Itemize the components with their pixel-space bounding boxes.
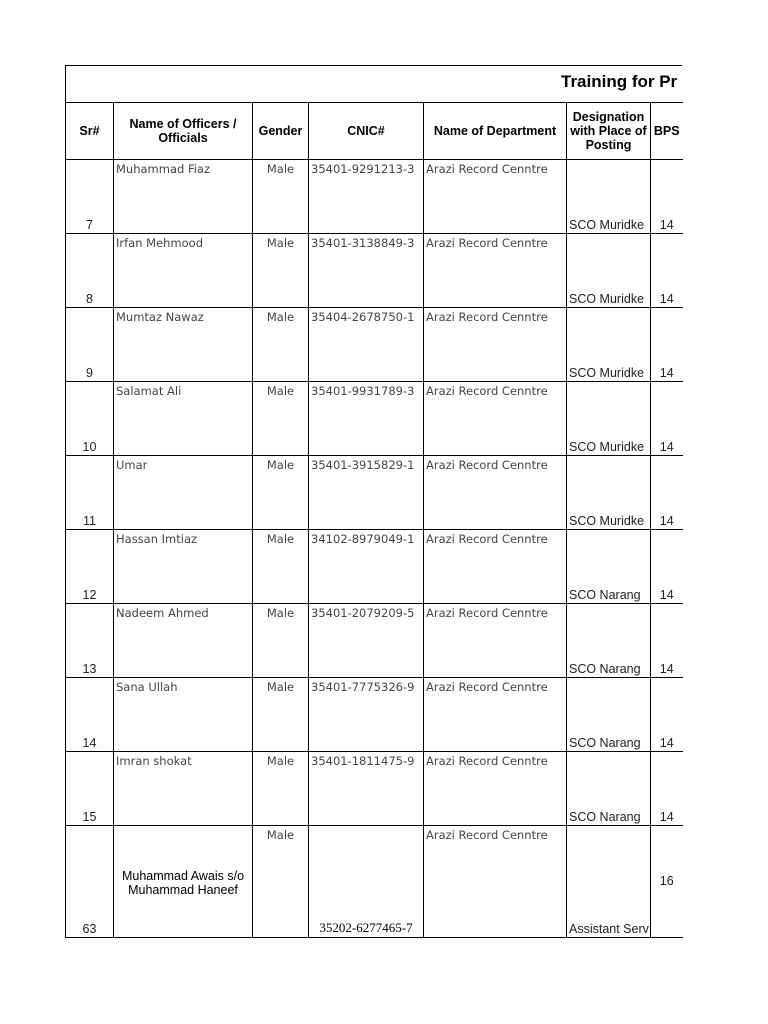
cell-sr: 12 xyxy=(66,530,114,604)
header-designation: Designation with Place of Posting xyxy=(567,103,651,160)
cell-department: Arazi Record Cenntre xyxy=(424,604,567,678)
cell-department: Arazi Record Cenntre xyxy=(424,752,567,826)
cell-department: Arazi Record Cenntre xyxy=(424,456,567,530)
cell-name: Nadeem Ahmed xyxy=(114,604,253,678)
sheet-title: Training for Pr xyxy=(561,72,678,91)
cell-department: Arazi Record Cenntre xyxy=(424,160,567,234)
header-department: Name of Department xyxy=(424,103,567,160)
cell-bps: 14 xyxy=(651,530,683,604)
cell-sr: 15 xyxy=(66,752,114,826)
cell-name: Imran shokat xyxy=(114,752,253,826)
cell-bps: 16 xyxy=(651,826,683,938)
header-row xyxy=(66,103,683,160)
cell-gender: Male xyxy=(253,160,309,234)
cell-gender: Male xyxy=(253,308,309,382)
cell-department: Arazi Record Cenntre xyxy=(424,234,567,308)
cell-name: Sana Ullah xyxy=(114,678,253,752)
cell-cnic: 35404-2678750-1 xyxy=(309,308,424,382)
cell-designation: SCO Narang xyxy=(567,752,651,826)
cell-gender: Male xyxy=(253,382,309,456)
cell-department: Arazi Record Cenntre xyxy=(424,530,567,604)
cell-name: Salamat Ali xyxy=(114,382,253,456)
cell-cnic: 34102-8979049-1 xyxy=(309,530,424,604)
cell-gender: Male xyxy=(253,530,309,604)
cell-bps: 14 xyxy=(651,160,683,234)
spreadsheet xyxy=(65,65,682,936)
cell-name: Hassan Imtiaz xyxy=(114,530,253,604)
officials-table xyxy=(65,102,683,938)
cell-cnic: 35202-6277465-7 xyxy=(309,826,424,938)
cell-designation: SCO Muridke xyxy=(567,382,651,456)
table-row xyxy=(66,530,683,604)
cell-designation: SCO Narang xyxy=(567,604,651,678)
cell-bps: 14 xyxy=(651,604,683,678)
cell-sr: 9 xyxy=(66,308,114,382)
table-row xyxy=(66,678,683,752)
cell-department: Arazi Record Cenntre xyxy=(424,678,567,752)
cell-sr: 10 xyxy=(66,382,114,456)
cell-gender: Male xyxy=(253,604,309,678)
cell-name: Umar xyxy=(114,456,253,530)
cell-name: Muhammad Awais s/o Muhammad Haneef xyxy=(114,826,253,938)
table-row xyxy=(66,456,683,530)
table-row xyxy=(66,382,683,456)
cell-cnic: 35401-3915829-1 xyxy=(309,456,424,530)
cell-designation: Assistant Serv xyxy=(567,826,651,938)
cell-name: Muhammad Fiaz xyxy=(114,160,253,234)
cell-designation: SCO Muridke xyxy=(567,456,651,530)
cell-bps: 14 xyxy=(651,456,683,530)
cell-name: Mumtaz Nawaz xyxy=(114,308,253,382)
header-gender: Gender xyxy=(253,103,309,160)
table-row xyxy=(66,752,683,826)
table-row xyxy=(66,308,683,382)
cell-name: Irfan Mehmood xyxy=(114,234,253,308)
cell-gender: Male xyxy=(253,826,309,938)
cell-designation: SCO Narang xyxy=(567,530,651,604)
header-sr: Sr# xyxy=(66,103,114,160)
table-row xyxy=(66,234,683,308)
table-row xyxy=(66,160,683,234)
header-name: Name of Officers / Officials xyxy=(114,103,253,160)
cell-designation: SCO Muridke xyxy=(567,234,651,308)
cell-cnic: 35401-3138849-3 xyxy=(309,234,424,308)
cell-department: Arazi Record Cenntre xyxy=(424,308,567,382)
cell-gender: Male xyxy=(253,234,309,308)
cell-department: Arazi Record Cenntre xyxy=(424,826,567,938)
cell-designation: SCO Muridke xyxy=(567,308,651,382)
cell-designation: SCO Muridke xyxy=(567,160,651,234)
cell-bps: 14 xyxy=(651,752,683,826)
cell-sr: 14 xyxy=(66,678,114,752)
cell-cnic: 35401-1811475-9 xyxy=(309,752,424,826)
table-row xyxy=(66,826,683,938)
cell-sr: 13 xyxy=(66,604,114,678)
cell-gender: Male xyxy=(253,678,309,752)
cell-department: Arazi Record Cenntre xyxy=(424,382,567,456)
header-bps: BPS xyxy=(651,103,683,160)
cell-designation: SCO Narang xyxy=(567,678,651,752)
cell-sr: 63 xyxy=(66,826,114,938)
table-row xyxy=(66,604,683,678)
cell-cnic: 35401-2079209-5 xyxy=(309,604,424,678)
cell-bps: 14 xyxy=(651,382,683,456)
cell-cnic: 35401-9931789-3 xyxy=(309,382,424,456)
cell-bps: 14 xyxy=(651,308,683,382)
cell-gender: Male xyxy=(253,456,309,530)
cell-bps: 14 xyxy=(651,234,683,308)
cell-gender: Male xyxy=(253,752,309,826)
cell-sr: 11 xyxy=(66,456,114,530)
cell-sr: 8 xyxy=(66,234,114,308)
title-bar xyxy=(65,65,682,102)
cell-sr: 7 xyxy=(66,160,114,234)
cell-cnic: 35401-7775326-9 xyxy=(309,678,424,752)
cell-cnic: 35401-9291213-3 xyxy=(309,160,424,234)
header-cnic: CNIC# xyxy=(309,103,424,160)
cell-bps: 14 xyxy=(651,678,683,752)
